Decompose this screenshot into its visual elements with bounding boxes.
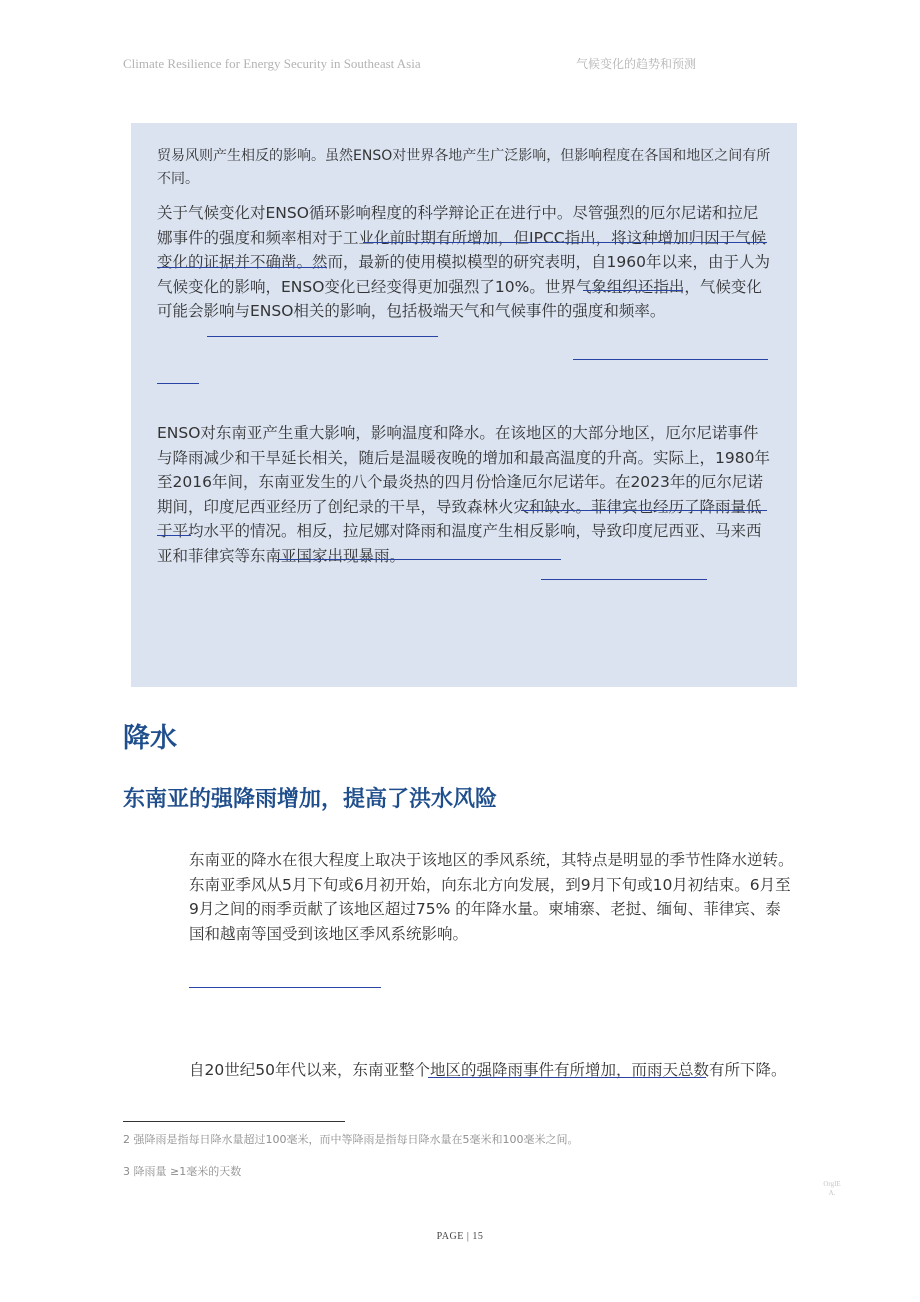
link-underline[interactable] xyxy=(189,987,381,988)
link-underline[interactable] xyxy=(541,579,707,580)
running-header-title: Climate Resilience for Energy Security in Southeast Asia xyxy=(123,56,421,71)
link-underline[interactable] xyxy=(583,290,683,291)
link-underline[interactable] xyxy=(157,267,327,268)
link-underline[interactable] xyxy=(521,510,767,511)
heavy-rain-paragraph: 自20世纪50年代以来，东南亚整个地区的强降雨事件有所增加，而雨天总数有所下降。 xyxy=(189,1061,787,1079)
link-underline[interactable] xyxy=(157,535,191,536)
footnote-3: 3 降雨量 ≥1毫米的天数 xyxy=(123,1165,242,1178)
link-underline[interactable] xyxy=(428,1077,706,1078)
box-paragraph-2: 关于气候变化对ENSO循环影响程度的科学辩论正在进行中。尽管强烈的厄尔尼诺和拉尼娜事件的强度和频率相对于工业化前时期有所增加，但IPCC指出，将这种增加归因于气候变化的证据并不确凿。然而，最新的使用模拟模型的研究表明，自1960年以来，由于人为气候变化的影响，ENSO变化已经变得更加强烈了10%。世界气象组织还指出，气候变化可能会影响与ENSO相关的影响，包括极端天气和气候事件的强度和频率。 xyxy=(157,204,770,320)
box-paragraph-3: ENSO对东南亚产生重大影响，影响温度和降水。在该地区的大部分地区，厄尔尼诺事件与降雨减少和干旱延长相关，随后是温暖夜晚的增加和最高温度的升高。实际上，1980年至2016年间，东南亚发生的八个最炎热的四月份恰逢厄尔尼诺年。在2023年的厄尔尼诺期间，印度尼西亚经历了创纪录的干旱，导致森林火灾和缺水。菲律宾也经历了降雨量低于平均水平的情况。相反，拉尼娜对降雨和温度产生相反影响，导致印度尼西亚、马来西亚和菲律宾等东南亚国家出现暴雨。 xyxy=(157,424,770,565)
link-underline[interactable] xyxy=(573,359,768,360)
iea-watermark: OrgIEA. xyxy=(823,1180,841,1197)
box-paragraph-1: 贸易风则产生相反的影响。虽然ENSO对世界各地产生广泛影响，但影响程度在各国和地区之间有所不同。 xyxy=(157,148,771,187)
footnote-2: 2 强降雨是指每日降水量超过100毫米，而中等降雨是指每日降水量在5毫米和100毫米之间。 xyxy=(123,1133,579,1146)
footnote-rule xyxy=(123,1121,345,1122)
running-header-chapter: 气候变化的趋势和预测 xyxy=(576,57,697,71)
section-subheading: 东南亚的强降雨增加，提高了洪水风险 xyxy=(123,787,498,812)
link-underline[interactable] xyxy=(363,242,767,243)
link-underline[interactable] xyxy=(207,336,438,337)
page-number: PAGE | 15 xyxy=(436,1231,484,1242)
section-heading: 降水 xyxy=(123,723,177,754)
link-underline[interactable] xyxy=(277,559,561,560)
enso-info-box xyxy=(131,123,797,687)
precipitation-paragraph: 东南亚的降水在很大程度上取决于该地区的季风系统，其特点是明显的季节性降水逆转。东南亚季风从5月下旬或6月初开始，向东北方向发展，到9月下旬或10月初结束。6月至9月之间的雨季贡献了该地区超过75% 的年降水量。柬埔寨、老挝、缅甸、菲律宾、泰国和越南等国受到该地区季风系统影响。 xyxy=(189,851,794,943)
link-underline[interactable] xyxy=(157,383,199,384)
